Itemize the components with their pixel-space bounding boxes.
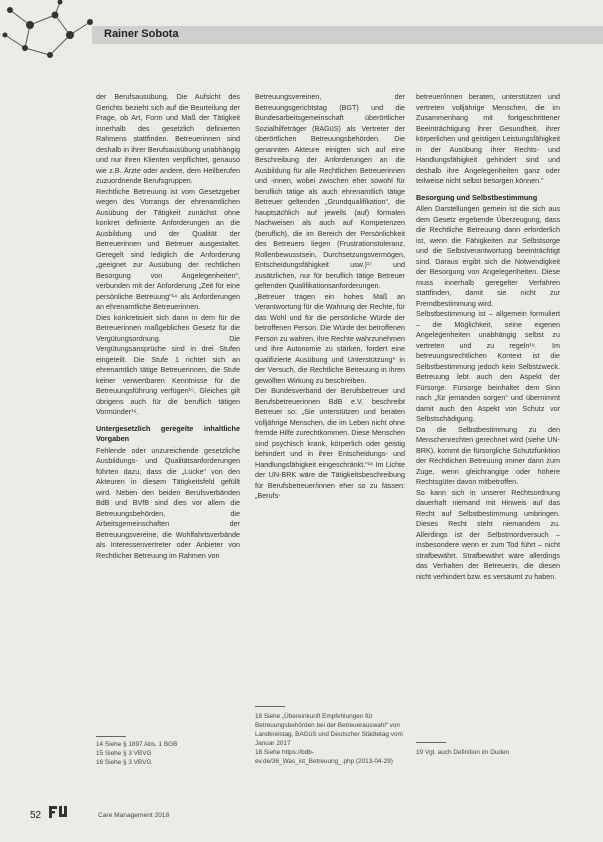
paragraph: Allen Darstellungen gemein ist die sich aus dem Gesetz ergebende Überzeugung, dass die Rechtliche Betreuung dann erforderlich ist, wenn die Fähigkeiten zur Selbstsorge und die Selbstverantwortung beeinträchtigt sind. Daraus ergibt sich die Notwendigkeit der Besorgung von Angelegenheiten. Diese muss innerhalb geregelter Verfahren stattfinden, damit sie nicht zur Fremdbestimmung wird.: [416, 204, 560, 308]
text-column-3: [416, 92, 560, 732]
paragraph: Betreuungsvereinen, der Betreuungsgerichtstag (BGT) und die Bundesarbeitsgemeinschaft überörtlicher Sozialhilfeträger (BAGüS) als Vertreter der überörtlichen Betreuungsbehörden. Die genannten Akteure einigten sich auf eine Beschreibung der Anforderungen an die Ausbildung für alle Rechtlichen Betreuerinnen und -innen, wobei zwischen eher sowohl für beruflich tätige als auch ehrenamtlich tätige Betreuer geltenden „Grundqualifikation“, die hauptsächlich auf jeweils (auf) formalen Nachweisen als auch auf Kompetenzen (beruflich), die im Bereich der Persönlichkeit des Betreuers liegen (Frustrationstoleranz, Rollenbewusstsein, Durchsetzungsvermögen, Entscheidungsfähigkeit usw.)¹⁷ und zusätzlichen, nur für beruflich tätige Betreuer geltenden Qualifikationsanforderungen.: [255, 92, 405, 290]
text-column-2: [255, 92, 405, 700]
section-heading: Untergesetzlich geregelte inhaltliche Vorgaben: [96, 423, 240, 443]
paragraph: Dies konkretisiert sich dann in dem für die Betreuerinnen maßgeblichen Gesetz für die Vergütungsordnung. Die Vergütungsansprüche sind in drei Stufen eingeteilt. Die Stufe 1 richtet sich an ehrenamtlich tätige Betreuerinnen, die Stufe keiner verwertbaren Kenntnisse für die Betreuungsführung verfügen¹⁵. Gleiches gilt übrigens auch für die beruflich tätigen Vormünder¹⁶.: [96, 312, 240, 416]
paragraph: „Betreuer tragen ein hohes Maß an Verantwortung für die Wahrung der Rechte, für das Wohl und für die persönliche Würde der betroffenen Person. Die Würde der betroffenen Person zu wahren, ihre Rechte wahrzunehmen und ihre Autonomie zu stärken, fordert eine qualifizierte Ausübung und Unterstützung* in der Versuch, die Rechtliche Betreuung in ihren gewollten Wirkung zu beschreiben.: [255, 291, 405, 385]
paragraph: der Berufsausübung. Die Aufsicht des Gerichts bezieht sich auf die Beurteilung der Frage, ob Art, Form und Maß der Tätigkeit innerhalb des gesetzlich definierten Rahmens stattfinden. Betreuerinnen sind deshalb in ihrer Berufsausübung unabhängig und nur ihren Klienten verpflichtet, genauso wie z.B. Ärzte oder andere, dem Heilberufen zuzuordnende Berufsgruppen.: [96, 92, 240, 185]
paragraph: Selbstbestimmung ist – allgemein formuliert – die Möglichkeit, seine eigenen Angelegenheiten unabhängig selbst zu vertreten und zu regeln¹⁹. Im betreuungsrechtlichen Kontext ist die Selbstbestimmung jedoch kein Selbstzweck. Betreuung lebt auch den Aspekt der Fürsorge. Fürsorge beinhaltet dem Sinn nach „für jemanden sorgen“ und übernimmt damit auch den Aspekt von Schutz vor Selbstschädigung.: [416, 309, 560, 423]
footnotes-column-1: [96, 740, 240, 767]
footnote: 18 Siehe „Übereinkunft Empfehlungen für Betreuungsbehörden bei der Betreuerauswahl“ von Landkreistag, BAGüS und Deutscher Städtetag vom Januar 2017: [255, 713, 403, 747]
paragraph: Da die Selbstbestimmung zu den Menschenrechten gerechnet wird (siehe UN-BRK), kommt die fürsorgliche Schutzfunktion der Rechtlichen Betreuung immer dann zum Zuge, wenn gleichrangige oder höhere Rechtsgüter davon mitbetroffen.: [416, 424, 560, 486]
footnote: 14 Siehe § 1897 Abs. 1 BGB: [96, 741, 178, 748]
paragraph: So kann sich in unserer Rechtsordnung dauerhaft niemand mit Hinweis auf das Recht auf Selbstbestimmung umbringen. Dieses Recht steht niemandem zu. Allerdings ist der Selbstmordversuch – insbesondere wenn er zum Tod führt – nicht strafbewährt. Strafbewährt wäre allerdings das Verhalten der Betreuerin, die diesen nicht verhindert bzw. es versäumt zu haben.: [416, 487, 560, 581]
paragraph: Rechtliche Betreuung ist vom Gesetzgeber wegen des Vorrangs der ehrenamtlichen Ausübung der Tätigkeit zunächst ohne konkret definierte Anforderungen an die Ausbildung und der Qualität der Betreuerinnen und Betreuer ausgestaltet. Geregelt sind lediglich die Anforderung „geeignet zur Ausübung der rechtlichen Besorgung von Angelegenheiten“, verbunden mit der Anforderung „Zeit für eine persönliche Betreuung“¹⁴ als Anforderungen an ehrenamtliche Betreuerinnen.: [96, 186, 240, 311]
footnotes-column-3: [416, 748, 560, 757]
footnote-rule-3: [416, 742, 446, 743]
footnote: 18 Siehe https://bdb-ev.de/36_Was_ist_Betreuung_.php (2013-04-29): [255, 749, 393, 765]
journal-logo: [48, 804, 68, 820]
paragraph: Fehlende oder unzureichende gesetzliche Ausbildungs- und Qualitätsanforderungen führten dazu, dass die „Lücke“ von den Akteuren in diesem Tätigkeitsfeld gefüllt wird. Neben den beiden Berufsverbänden BdB und BVfB sind dies vor allem die Betreuungsbehörden, die Arbeitsgemeinschaften der Betreuungsvereine, die Wohlfahrtsverbände als Interessenvertreter oder Anbieter von Rechtlicher Betreuung im Rahmen von: [96, 445, 240, 560]
paragraph: Der Bundesverband der Berufsbetreuer und Berufsbetreuerinnen BdB e.V. beschreibt Betreuer so: „Sie unterstützen und beraten volljährige Menschen, die im Leben nicht ohne fremde Hilfe zurechtkommen. Diese Menschen sind psychisch krank, körperlich oder geistig behindert und in ihrer Entscheidungs- und Handlungsfähigkeit eingeschränkt.“¹⁸ Im Lichte der UN-BRK wäre die Tätigkeitsbeschreibung für Berufsbetreuer/innen eher so zu fassen: „Berufs-: [255, 386, 405, 500]
author-name: Rainer Sobota: [104, 28, 179, 40]
footnote-rule-1: [96, 736, 126, 737]
page-number: 52: [30, 810, 42, 821]
footnote: 16 Siehe § 3 VBVG: [96, 759, 152, 766]
footnotes-column-2: [255, 712, 405, 766]
section-heading: Besorgung und Selbstbestimmung: [416, 192, 538, 202]
footnote: 19 Vgl. auch Definition im Duden: [416, 749, 510, 756]
footnote: 15 Siehe § 3 VBVG: [96, 750, 152, 757]
text-column-1: [96, 92, 240, 732]
journal-name: Care Management 2018: [98, 812, 170, 819]
footnote-rule-2: [255, 706, 285, 707]
paragraph: betreuer/innen beraten, unterstützen und vertreten volljährige Menschen, die im Zusammenhang mit fortgeschrittener Beeinträchtigung ihrer Gesundheit, ihrer körperlichen und geistigen Leistungsfähigkeit in der Ausübung ihrer Rechts- und Handlungsfähigkeit gehindert sind und deshalb ihre Angelegenheiten ganz oder teilweise nicht selbst besorgen können.“: [416, 92, 560, 185]
